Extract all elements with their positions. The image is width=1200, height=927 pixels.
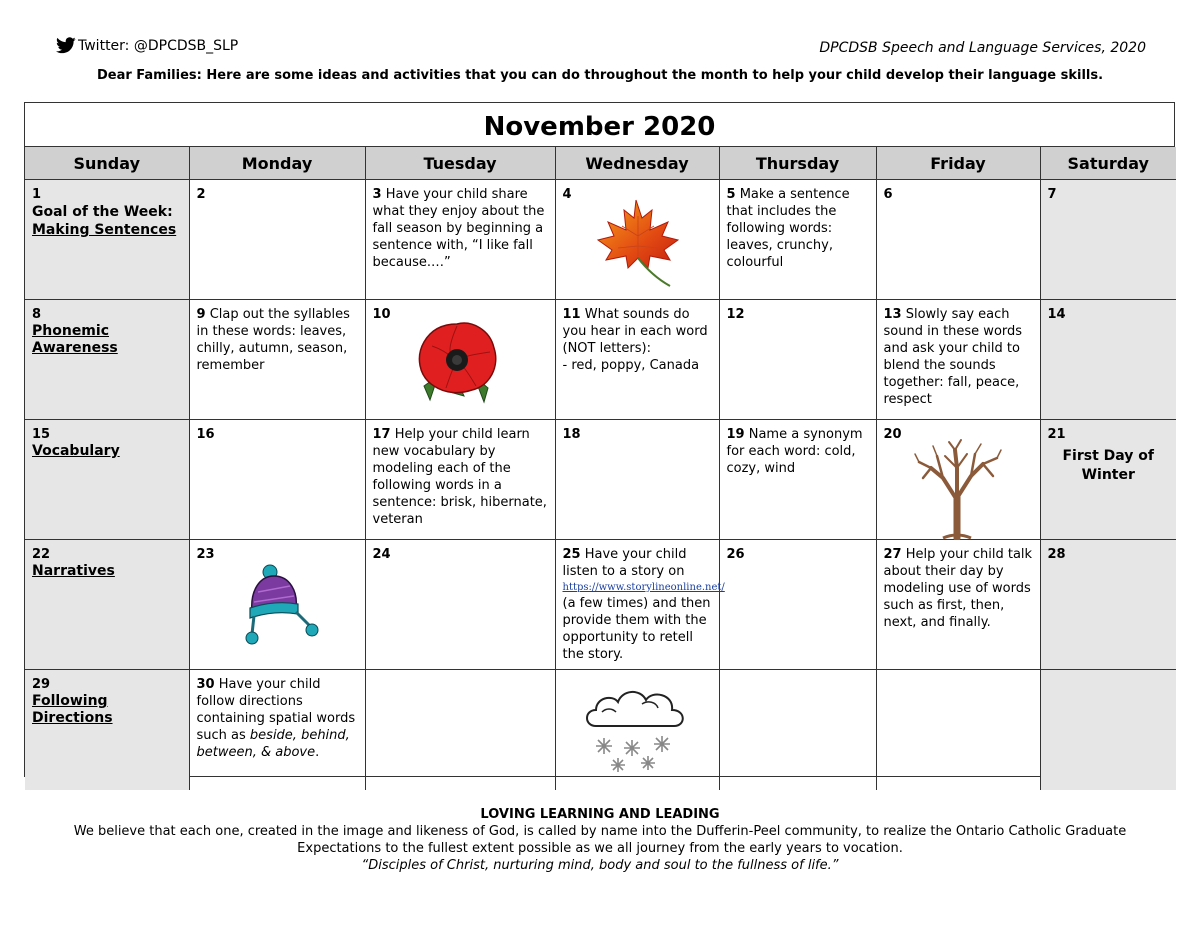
goal-topic: Making Sentences [32,222,177,238]
week-row [25,540,1176,670]
day-cell-22 [25,540,189,670]
bare-tree-icon [913,438,1003,540]
activity-text: Slowly say each sound in these words and ask your child to blend the sounds together: fall, peace, respect [883,307,1023,407]
day-number: 13 [883,307,902,322]
calendar [24,102,1175,777]
day-cell-7 [1040,180,1176,300]
empty-cell [876,670,1040,790]
twitter-handle[interactable] [56,37,238,54]
day-number: 1 [32,187,42,202]
goal-topic: Following Directions [32,693,113,726]
calendar-grid [25,147,1176,790]
day-number: 7 [1047,187,1057,202]
weekday-tuesday: Tuesday [365,147,555,180]
day-cell-10 [365,300,555,420]
empty-cell [555,670,719,790]
day-cell-1 [25,180,189,300]
footer-quote: “Disciples of Christ, nurturing mind, body and soul to the fullness of life.” [361,858,839,873]
goal-topic: Narratives [32,563,115,579]
day-number: 29 [32,677,51,692]
empty-cell [365,670,555,790]
activity-text: Name a synonym for each word: cold, cozy, wind [726,427,863,476]
organization-label: DPCDSB Speech and Language Services, 2020 [819,40,1146,56]
day-cell-4 [555,180,719,300]
day-number: 26 [726,547,745,562]
empty-cell [719,670,876,790]
goal-label: Goal of the Week: [32,204,173,220]
day-number: 9 [196,307,206,322]
day-cell-24 [365,540,555,670]
poppy-flower-icon [410,316,504,408]
weekday-friday: Friday [876,147,1040,180]
day-number: 20 [883,427,902,442]
day-cell-18 [555,420,719,540]
day-number: 11 [562,307,581,322]
snow-cloud-icon [582,682,692,774]
day-cell-26 [719,540,876,670]
activity-period: . [315,745,320,760]
day-cell-2 [189,180,365,300]
day-cell-19 [719,420,876,540]
day-number: 8 [32,307,42,322]
footer-heading: LOVING LEARNING AND LEADING [480,807,720,822]
activity-text: Have your child share what they enjoy about the fall season by beginning a sentence with, “I like fall because.…” [372,187,545,270]
day-cell-17 [365,420,555,540]
day-number: 28 [1047,547,1066,562]
weekday-saturday: Saturday [1040,147,1176,180]
day-cell-25 [555,540,725,670]
day-number: 25 [562,547,581,562]
day-cell-11 [555,300,719,420]
day-number: 2 [196,187,206,202]
footer-line-1: We believe that each one, created in the image and likeness of God, is called by name into the Dufferin-Peel community, to realize the Ontario Catholic Graduate [73,824,1127,839]
day-number: 10 [372,307,391,322]
goal-topic: Vocabulary [32,443,120,459]
intro-text: Dear Families: Here are some ideas and activities that you can do throughout the month to help your child develop their language skills. [96,68,1104,83]
footer-line-2: Expectations to the fullest extent possible as we all journey from the early years to vocation. [297,841,903,856]
day-number: 16 [196,427,215,442]
day-cell-13 [876,300,1040,420]
day-number: 6 [883,187,893,202]
day-number: 18 [562,427,581,442]
empty-cell [1040,670,1176,790]
calendar-title: November 2020 [25,103,1174,147]
day-number: 17 [372,427,391,442]
activity-text: Have your child listen to a story on [562,547,687,579]
activity-text: Help your child learn new vocabulary by modeling each of the following words in a sentence: brisk, hibernate, veteran [372,427,547,527]
day-number: 4 [562,187,572,202]
activity-words: - red, poppy, Canada [562,358,700,373]
day-cell-5 [719,180,876,300]
activity-text: Help your child talk about their day by modeling use of words such as first, then, next, and finally. [883,547,1033,630]
footer [0,806,1200,874]
day-cell-14 [1040,300,1176,420]
day-number: 30 [196,677,215,692]
day-cell-16 [189,420,365,540]
day-number: 15 [32,427,51,442]
twitter-label: Twitter: @DPCDSB_SLP [78,38,239,54]
day-cell-15 [25,420,189,540]
weekday-header-row [25,147,1176,180]
top-bar [56,37,1146,59]
day-cell-27 [876,540,1040,670]
week-row [25,180,1176,300]
day-number: 24 [372,547,391,562]
day-cell-8 [25,300,189,420]
spatial-words: beside, behind, between, & above [196,728,350,760]
day-cell-6 [876,180,1040,300]
day-number: 23 [196,547,215,562]
storyline-online-link[interactable]: https://www.storylineonline.net/ [562,582,725,593]
day-cell-20 [876,420,1040,540]
day-number: 22 [32,547,51,562]
day-cell-29 [25,670,189,790]
day-number: 12 [726,307,745,322]
activity-text: Have your child follow directions containing spatial words such as [196,677,356,743]
weekday-thursday: Thursday [719,147,876,180]
winter-hat-icon [244,562,324,648]
day-number: 5 [726,187,736,202]
activity-text: Make a sentence that includes the following words: leaves, crunchy, colourful [726,187,850,270]
day-number: 3 [372,187,382,202]
day-cell-28 [1040,540,1176,670]
week-row [25,670,1176,790]
day-cell-30 [189,670,365,790]
twitter-bird-icon [56,37,76,54]
weekday-sunday: Sunday [25,147,189,180]
day-number: 14 [1047,307,1066,322]
week-row [25,420,1176,540]
weekday-monday: Monday [189,147,365,180]
weekday-wednesday: Wednesday [555,147,719,180]
day-cell-21 [1040,420,1176,540]
first-day-of-winter-note: First Day of Winter [1062,448,1154,483]
day-cell-9 [189,300,365,420]
day-cell-12 [719,300,876,420]
day-number: 19 [726,427,745,442]
activity-text-continued: (a few times) and then provide them with the opportunity to retell the story. [562,596,711,662]
day-number: 21 [1047,427,1066,442]
day-cell-3 [365,180,555,300]
maple-leaf-icon [592,196,682,290]
goal-topic: Phonemic Awareness [32,323,118,356]
week-row [25,300,1176,420]
day-cell-23 [189,540,365,670]
day-number: 27 [883,547,902,562]
activity-text: Clap out the syllables in these words: leaves, chilly, autumn, season, remember [196,307,350,373]
activity-text: What sounds do you hear in each word (NOT letters): [562,307,708,356]
